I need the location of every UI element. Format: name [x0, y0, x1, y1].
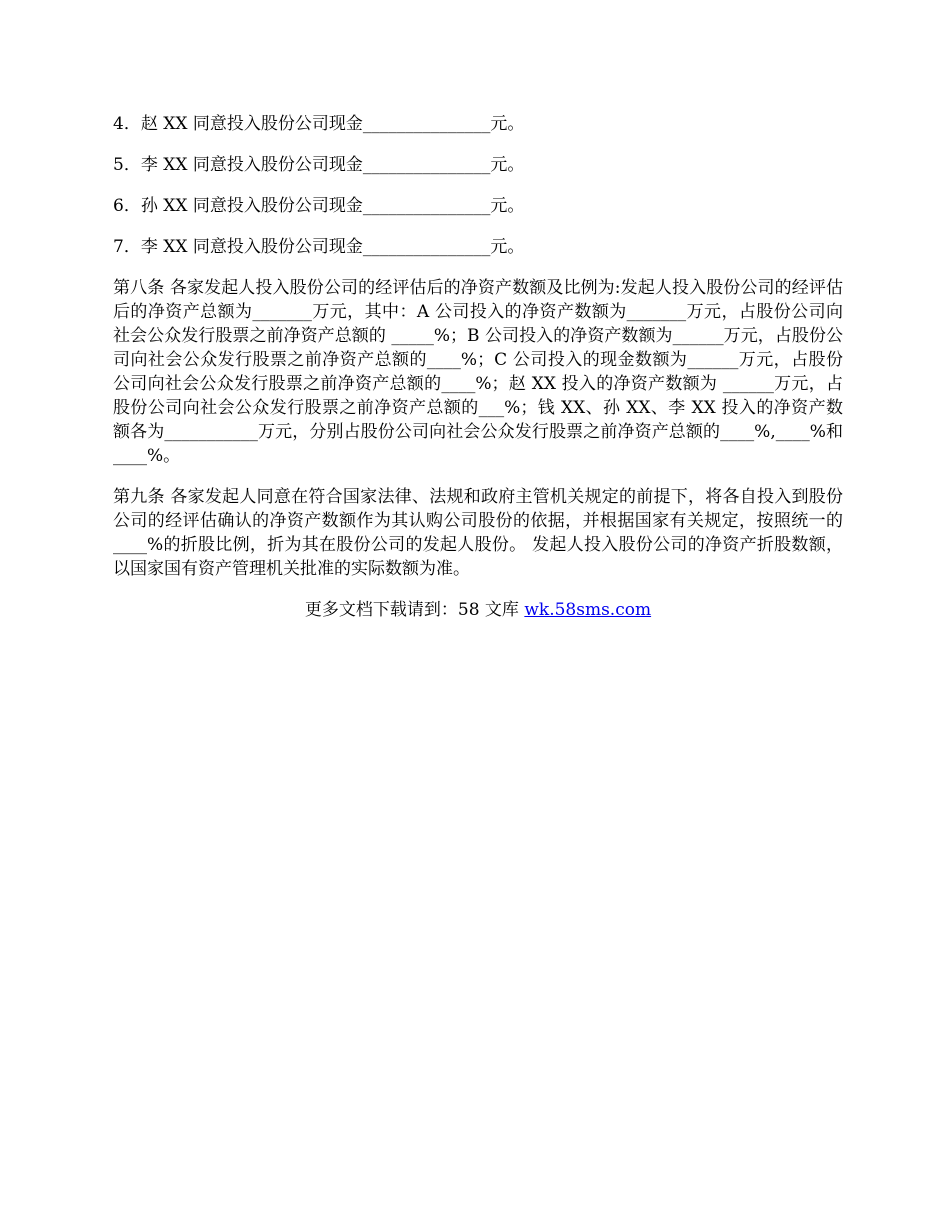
article-8-paragraph: 第八条 各家发起人投入股份公司的经评估后的净资产数额及比例为:发起人投入股份公司的经评估后的净资产总额为_______万元，其中：A 公司投入的净资产数额为_______万元，占股份公司向社会公众发行股票之前净资产总额的 _____%；B 公司投入的净资产数额为______万元，占股份公司向社会公众发行股票之前净资产总额的____%；C 公司投入的现金数额为______万元，占股份公司向社会公众发行股票之前净资产总额的____%；赵 XX 投入的净资产数额为 ______万元，占股份公司向社会公众发行股票之前净资产总额的___%；钱 XX、孙 XX、李 XX 投入的净资产数额各为___________万元，分别占股份公司向社会公众发行股票之前净资产总额的____%,____%和____%。	[113, 278, 843, 466]
document-body	[113, 112, 843, 622]
footer-prefix-text: 更多文档下载请到：58 文库	[304, 600, 525, 620]
article-9-paragraph: 第九条 各家发起人同意在符合国家法律、法规和政府主管机关规定的前提下，将各自投入到股份公司的经评估确认的净资产数额作为其认购公司股份的依据，并根据国家有关规定，按照统一的____%的折股比例，折为其在股份公司的发起人股份。 发起人投入股份公司的净资产折股数额，以国家国有资产管理机关批准的实际数额为准。	[113, 487, 843, 579]
footer-site-link[interactable]: wk.58sms.com	[524, 600, 652, 620]
clause-item-5: 5．李 XX 同意投入股份公司现金_______________元。	[113, 155, 525, 175]
clause-item-4: 4．赵 XX 同意投入股份公司现金_______________元。	[113, 114, 525, 134]
footer-download-note	[113, 598, 843, 622]
clause-item-6: 6．孙 XX 同意投入股份公司现金_______________元。	[113, 196, 525, 216]
clause-item-7: 7．李 XX 同意投入股份公司现金_______________元。	[113, 237, 525, 257]
